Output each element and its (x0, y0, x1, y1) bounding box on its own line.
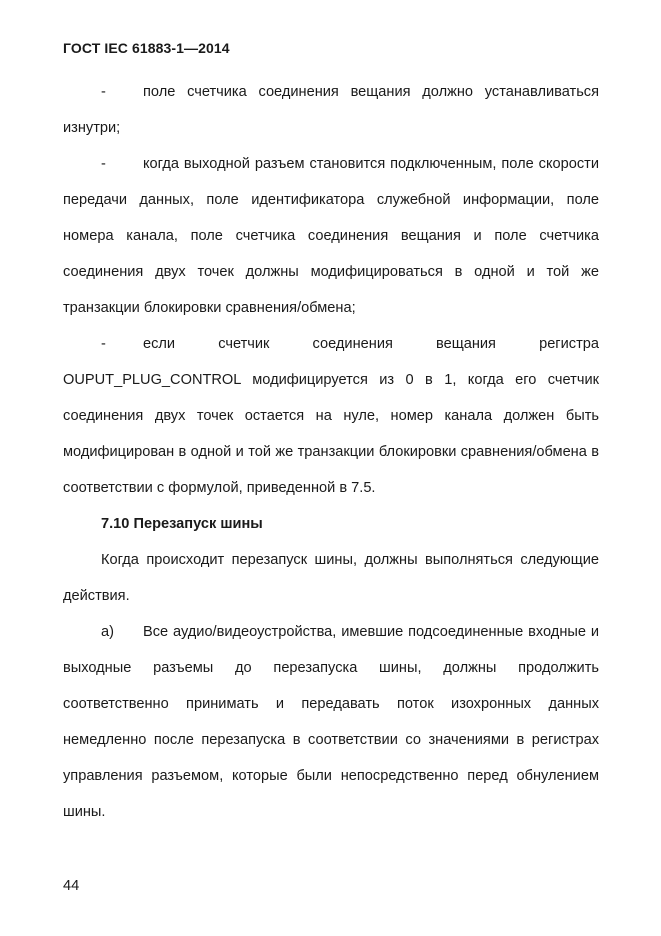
bullet-marker: - (101, 336, 106, 352)
page-number: 44 (63, 878, 80, 894)
list-item-text: Все аудио/видеоустройства, имевшие подсоединенные входные и выходные разъемы до перезапуска шины, должны продолжить соответственно принимать и передавать поток изохронных данных немедленно после перезапуска в соответствии со значениями в регистрах управления разъемом, которые были непосредственно перед обнулением шины. (63, 624, 599, 820)
document-body (63, 74, 599, 830)
bullet-marker: - (101, 156, 106, 172)
bullet-item (63, 146, 599, 326)
bullet-marker: - (101, 84, 106, 100)
bullet-text: если счетчик соединения вещания регистра OUPUT_PLUG_CONTROL модифицируется из 0 в 1, когда его счетчик соединения двух точек остается на нуле, номер канала должен быть модифицирован в одной и той же транзакции блокировки сравнения/обмена в соответствии с формулой, приведенной в 7.5. (63, 336, 599, 496)
bullet-item (63, 326, 599, 506)
section-heading: 7.10 Перезапуск шины (101, 516, 263, 532)
document-header: ГОСТ IEC 61883-1—2014 (63, 40, 230, 56)
bullet-text: когда выходной разъем становится подключенным, поле скорости передачи данных, поле идентификатора служебной информации, поле номера канала, поле счетчика соединения вещания и поле счетчика соединения двух точек должны модифицироваться в одной и той же транзакции блокировки сравнения/обмена; (63, 156, 599, 316)
bullet-item (63, 74, 599, 146)
list-item-marker: а) (101, 624, 114, 640)
bullet-text: поле счетчика соединения вещания должно устанавливаться изнутри; (63, 84, 599, 136)
list-item (63, 614, 599, 830)
section-intro: Когда происходит перезапуск шины, должны выполняться следующие действия. (63, 552, 599, 604)
